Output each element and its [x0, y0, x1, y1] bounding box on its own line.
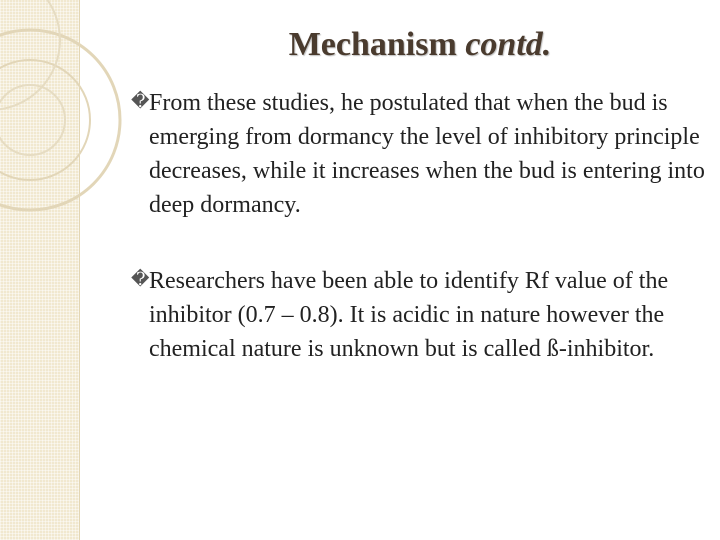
bullet-marker-icon: � — [131, 91, 150, 111]
bullet-paragraph-2 — [131, 262, 714, 366]
title-italic: contd. — [465, 26, 552, 63]
bullet-text-1: From these studies, he postulated that when the bud is emerging from dormancy the level of inhibitory principle decreases, while it increases when the bud is entering into deep dormancy. — [149, 90, 705, 218]
bullet-paragraph-1 — [131, 84, 714, 222]
slide-title — [200, 26, 640, 64]
bullet-text-2: Researchers have been able to identify Rf value of the inhibitor (0.7 – 0.8). It is acidic in nature however the chemical nature is unknown but is called ß-inhibitor. — [149, 268, 669, 362]
concentric-circles-icon — [0, 0, 140, 220]
bullet-marker-icon: � — [131, 269, 150, 289]
title-main: Mechanism — [288, 26, 457, 63]
